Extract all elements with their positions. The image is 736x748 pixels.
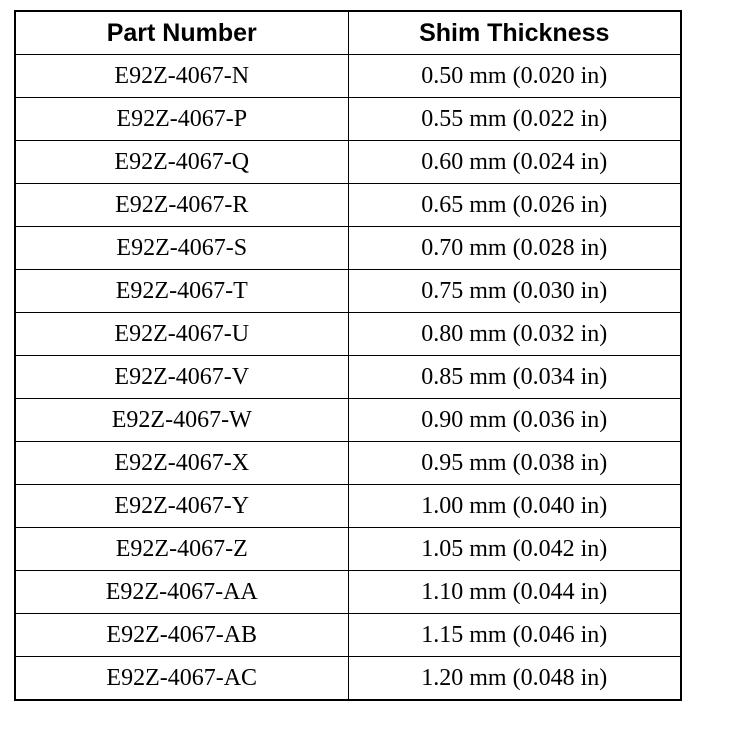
part-number-cell: E92Z-4067-R (15, 184, 348, 227)
shim-thickness-cell: 0.60 mm (0.024 in) (348, 141, 681, 184)
part-number-cell: E92Z-4067-AC (15, 657, 348, 701)
shim-thickness-cell: 1.20 mm (0.048 in) (348, 657, 681, 701)
part-number-cell: E92Z-4067-V (15, 356, 348, 399)
shim-thickness-cell: 1.15 mm (0.046 in) (348, 614, 681, 657)
shim-thickness-cell: 1.00 mm (0.040 in) (348, 485, 681, 528)
table-row (15, 614, 681, 657)
shim-thickness-cell: 0.80 mm (0.032 in) (348, 313, 681, 356)
table-row (15, 141, 681, 184)
shim-thickness-cell: 0.50 mm (0.020 in) (348, 55, 681, 98)
table-row (15, 313, 681, 356)
part-number-cell: E92Z-4067-X (15, 442, 348, 485)
part-number-cell: E92Z-4067-P (15, 98, 348, 141)
header-shim-thickness: Shim Thickness (348, 11, 681, 55)
table-row (15, 227, 681, 270)
shim-thickness-cell: 0.65 mm (0.026 in) (348, 184, 681, 227)
shim-thickness-cell: 0.90 mm (0.036 in) (348, 399, 681, 442)
part-number-cell: E92Z-4067-N (15, 55, 348, 98)
shim-thickness-cell: 1.10 mm (0.044 in) (348, 571, 681, 614)
shim-thickness-cell: 0.85 mm (0.034 in) (348, 356, 681, 399)
table-row (15, 571, 681, 614)
part-number-cell: E92Z-4067-AB (15, 614, 348, 657)
part-number-cell: E92Z-4067-Q (15, 141, 348, 184)
part-number-cell: E92Z-4067-T (15, 270, 348, 313)
shim-thickness-cell: 0.75 mm (0.030 in) (348, 270, 681, 313)
shim-thickness-cell: 1.05 mm (0.042 in) (348, 528, 681, 571)
table-row (15, 399, 681, 442)
part-number-cell: E92Z-4067-U (15, 313, 348, 356)
table-row (15, 657, 681, 701)
table-row (15, 98, 681, 141)
table-row (15, 528, 681, 571)
table-row (15, 356, 681, 399)
header-part-number: Part Number (15, 11, 348, 55)
part-number-cell: E92Z-4067-Z (15, 528, 348, 571)
part-number-cell: E92Z-4067-W (15, 399, 348, 442)
part-number-cell: E92Z-4067-AA (15, 571, 348, 614)
shim-thickness-cell: 0.70 mm (0.028 in) (348, 227, 681, 270)
table-row (15, 270, 681, 313)
shim-thickness-cell: 0.55 mm (0.022 in) (348, 98, 681, 141)
shim-thickness-table (14, 10, 682, 701)
table-row (15, 442, 681, 485)
table-row (15, 485, 681, 528)
part-number-cell: E92Z-4067-S (15, 227, 348, 270)
table-row (15, 55, 681, 98)
table-row (15, 184, 681, 227)
shim-thickness-cell: 0.95 mm (0.038 in) (348, 442, 681, 485)
part-number-cell: E92Z-4067-Y (15, 485, 348, 528)
table-header-row (15, 11, 681, 55)
